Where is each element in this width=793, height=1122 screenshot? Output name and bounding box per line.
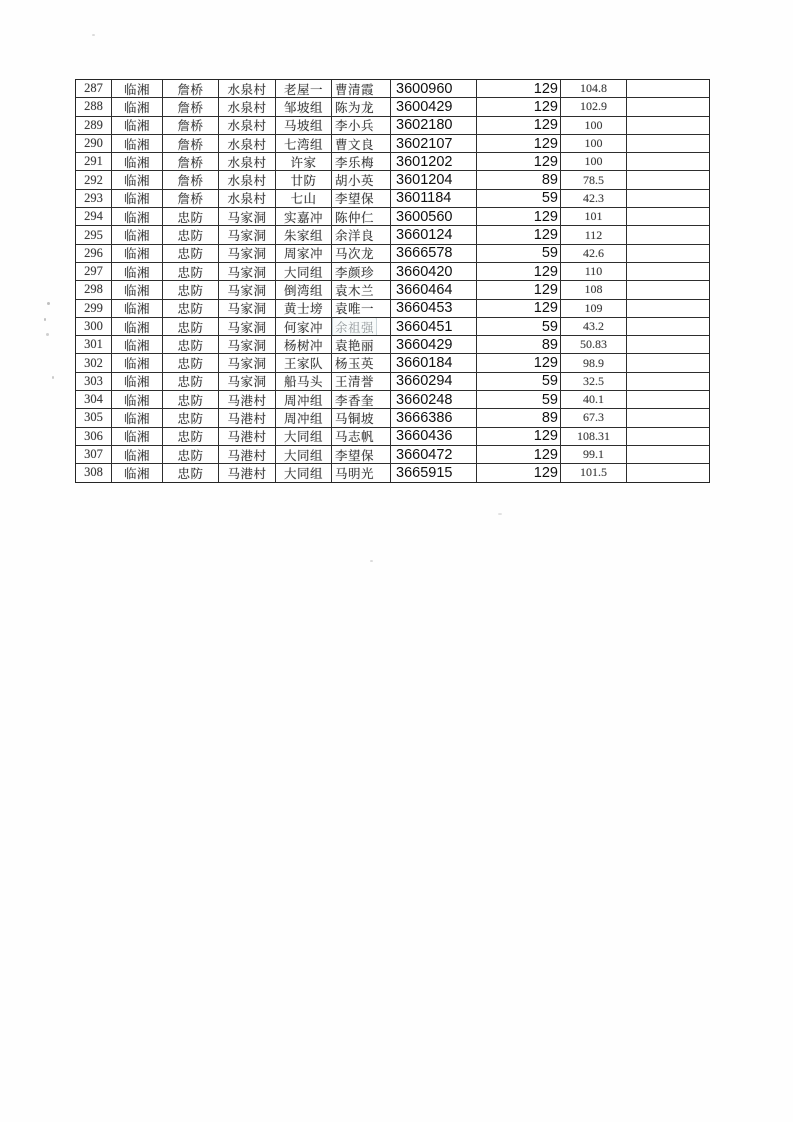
cell-county: 临湘 [112,354,163,371]
cell-empty [627,464,709,481]
cell-amount: 108.31 [561,428,627,445]
cell-empty [627,300,709,317]
cell-group: 邹坡组 [276,98,332,115]
cell-count: 129 [477,464,561,481]
cell-count: 129 [477,354,561,371]
cell-county: 临湘 [112,428,163,445]
cell-township: 忠防 [163,354,219,371]
cell-empty [627,391,709,408]
cell-empty [627,373,709,390]
cell-township: 忠防 [163,318,219,335]
cell-row-number: 306 [76,428,112,445]
cell-village: 马家洞 [219,373,276,390]
cell-county: 临湘 [112,336,163,353]
cell-township: 忠防 [163,373,219,390]
cell-id-number: 3660420 [391,263,477,280]
cell-empty [627,98,709,115]
cell-count: 129 [477,428,561,445]
table-row [76,354,709,372]
cell-row-number: 305 [76,409,112,426]
cell-group: 大同组 [276,263,332,280]
cell-person-name: 马志帆 [332,428,391,445]
cell-township: 詹桥 [163,80,219,97]
cell-id-number: 3660248 [391,391,477,408]
cell-township: 忠防 [163,300,219,317]
cell-group: 马坡组 [276,117,332,134]
cell-amount: 98.9 [561,354,627,371]
cell-amount: 100 [561,153,627,170]
cell-count: 89 [477,336,561,353]
cell-row-number: 300 [76,318,112,335]
cell-person-name: 陈为龙 [332,98,391,115]
cell-amount: 101.5 [561,464,627,481]
cell-count: 89 [477,409,561,426]
cell-count: 129 [477,281,561,298]
cell-village: 马港村 [219,391,276,408]
cell-amount: 99.1 [561,446,627,463]
cell-county: 临湘 [112,464,163,481]
cell-group: 老屋一 [276,80,332,97]
cell-county: 临湘 [112,409,163,426]
cell-person-name: 曹文良 [332,135,391,152]
cell-person-name: 马次龙 [332,245,391,262]
cell-empty [627,153,709,170]
cell-empty [627,190,709,207]
cell-village: 马港村 [219,464,276,481]
cell-empty [627,318,709,335]
cell-person-name: 袁木兰 [332,281,391,298]
table-row [76,98,709,116]
cell-township: 忠防 [163,391,219,408]
cell-county: 临湘 [112,446,163,463]
cell-id-number: 3666386 [391,409,477,426]
cell-group: 黄士塝 [276,300,332,317]
cell-row-number: 303 [76,373,112,390]
cell-person-name: 李颜珍 [332,263,391,280]
cell-county: 临湘 [112,98,163,115]
cell-county: 临湘 [112,263,163,280]
cell-empty [627,409,709,426]
cell-group: 大同组 [276,446,332,463]
cell-person-name: 李望保 [332,190,391,207]
cell-village: 马家洞 [219,318,276,335]
cell-row-number: 304 [76,391,112,408]
cell-village: 水泉村 [219,135,276,152]
cell-village: 马港村 [219,409,276,426]
table-row [76,373,709,391]
table-row [76,318,709,336]
cell-id-number: 3600560 [391,208,477,225]
cell-amount: 40.1 [561,391,627,408]
cell-village: 马家洞 [219,300,276,317]
cell-county: 临湘 [112,373,163,390]
cell-township: 詹桥 [163,171,219,188]
table-row [76,464,709,481]
table-row [76,300,709,318]
cell-row-number: 302 [76,354,112,371]
cell-row-number: 288 [76,98,112,115]
cell-township: 詹桥 [163,135,219,152]
table-row [76,190,709,208]
cell-empty [627,80,709,97]
data-table [75,79,710,483]
cell-count: 129 [477,208,561,225]
scan-speck [46,333,49,336]
cell-county: 临湘 [112,171,163,188]
cell-village: 马港村 [219,446,276,463]
scan-speck [370,560,373,562]
cell-person-name [332,318,391,335]
cell-count: 129 [477,135,561,152]
cell-row-number: 297 [76,263,112,280]
cell-village: 水泉村 [219,153,276,170]
cell-empty [627,281,709,298]
cell-count: 129 [477,153,561,170]
cell-empty [627,208,709,225]
cell-person-name: 马明光 [332,464,391,481]
cell-group: 王家队 [276,354,332,371]
cell-count: 129 [477,80,561,97]
cell-township: 忠防 [163,446,219,463]
cell-county: 临湘 [112,226,163,243]
cell-county: 临湘 [112,117,163,134]
cell-row-number: 289 [76,117,112,134]
cell-count: 129 [477,446,561,463]
table-row [76,171,709,189]
cell-count: 89 [477,171,561,188]
cell-empty [627,446,709,463]
cell-id-number: 3666578 [391,245,477,262]
cell-id-number: 3601184 [391,190,477,207]
table-row [76,208,709,226]
cell-id-number: 3660472 [391,446,477,463]
cell-township: 詹桥 [163,117,219,134]
cell-count: 59 [477,391,561,408]
cell-amount: 100 [561,117,627,134]
table-row [76,446,709,464]
cell-group: 朱家组 [276,226,332,243]
cell-id-number: 3660436 [391,428,477,445]
cell-village: 马家洞 [219,263,276,280]
cell-count: 59 [477,190,561,207]
cell-amount: 78.5 [561,171,627,188]
cell-amount: 50.83 [561,336,627,353]
cell-amount: 110 [561,263,627,280]
cell-id-number: 3600429 [391,98,477,115]
cell-person-name: 袁唯一 [332,300,391,317]
cell-person-name: 胡小英 [332,171,391,188]
cell-group: 大同组 [276,428,332,445]
table-row [76,153,709,171]
cell-group: 实嘉冲 [276,208,332,225]
cell-person-name: 王清誉 [332,373,391,390]
cell-village: 马家洞 [219,245,276,262]
cell-county: 临湘 [112,300,163,317]
cell-village: 马港村 [219,428,276,445]
cell-row-number: 296 [76,245,112,262]
cell-amount: 109 [561,300,627,317]
cell-count: 129 [477,300,561,317]
cell-county: 临湘 [112,245,163,262]
cell-group: 廿防 [276,171,332,188]
cell-person-name: 李香奎 [332,391,391,408]
cell-village: 马家洞 [219,281,276,298]
cell-township: 忠防 [163,263,219,280]
cell-empty [627,245,709,262]
cell-id-number: 3665915 [391,464,477,481]
cell-person-name: 李望保 [332,446,391,463]
cell-row-number: 287 [76,80,112,97]
table-row [76,226,709,244]
cell-row-number: 308 [76,464,112,481]
cell-village: 马家洞 [219,336,276,353]
table-row [76,117,709,135]
cell-amount: 32.5 [561,373,627,390]
cell-id-number: 3660429 [391,336,477,353]
cell-township: 詹桥 [163,98,219,115]
selected-name-box: 余祖强 [332,318,377,335]
cell-amount: 101 [561,208,627,225]
cell-village: 水泉村 [219,117,276,134]
cell-village: 水泉村 [219,171,276,188]
cell-count: 129 [477,263,561,280]
cell-person-name: 马铜坡 [332,409,391,426]
cell-amount: 108 [561,281,627,298]
cell-township: 忠防 [163,409,219,426]
cell-count: 59 [477,373,561,390]
cell-group: 许家 [276,153,332,170]
cell-empty [627,336,709,353]
cell-row-number: 301 [76,336,112,353]
cell-county: 临湘 [112,318,163,335]
cell-empty [627,354,709,371]
cell-township: 忠防 [163,281,219,298]
cell-row-number: 295 [76,226,112,243]
cell-empty [627,117,709,134]
cell-id-number: 3660294 [391,373,477,390]
cell-township: 詹桥 [163,190,219,207]
table-row [76,391,709,409]
scan-speck [47,302,50,305]
cell-person-name: 曹清霞 [332,80,391,97]
cell-count: 129 [477,117,561,134]
cell-county: 临湘 [112,135,163,152]
cell-township: 忠防 [163,226,219,243]
cell-county: 临湘 [112,153,163,170]
cell-amount: 42.6 [561,245,627,262]
cell-person-name: 袁艳丽 [332,336,391,353]
table-row [76,281,709,299]
cell-amount: 100 [561,135,627,152]
cell-village: 水泉村 [219,98,276,115]
cell-group: 周冲组 [276,409,332,426]
cell-group: 船马头 [276,373,332,390]
cell-county: 临湘 [112,208,163,225]
cell-count: 59 [477,245,561,262]
cell-village: 水泉村 [219,80,276,97]
scan-speck [92,34,95,36]
scan-speck [498,513,502,515]
cell-group: 周冲组 [276,391,332,408]
cell-township: 忠防 [163,245,219,262]
cell-id-number: 3660184 [391,354,477,371]
cell-person-name: 李乐梅 [332,153,391,170]
cell-empty [627,263,709,280]
cell-person-name: 余洋良 [332,226,391,243]
cell-amount: 43.2 [561,318,627,335]
table-row [76,245,709,263]
cell-county: 临湘 [112,190,163,207]
cell-empty [627,171,709,188]
cell-township: 忠防 [163,336,219,353]
cell-empty [627,226,709,243]
cell-row-number: 299 [76,300,112,317]
cell-amount: 67.3 [561,409,627,426]
cell-empty [627,428,709,445]
cell-township: 詹桥 [163,153,219,170]
cell-id-number: 3601202 [391,153,477,170]
cell-id-number: 3602107 [391,135,477,152]
cell-count: 129 [477,226,561,243]
cell-row-number: 291 [76,153,112,170]
cell-row-number: 307 [76,446,112,463]
scan-speck [44,318,46,321]
cell-id-number: 3660124 [391,226,477,243]
cell-person-name: 李小兵 [332,117,391,134]
cell-row-number: 290 [76,135,112,152]
cell-amount: 112 [561,226,627,243]
cell-group: 七湾组 [276,135,332,152]
table-row [76,336,709,354]
cell-group: 大同组 [276,464,332,481]
cell-township: 忠防 [163,208,219,225]
cell-id-number: 3660451 [391,318,477,335]
cell-id-number: 3602180 [391,117,477,134]
cell-township: 忠防 [163,428,219,445]
cell-group: 杨树冲 [276,336,332,353]
cell-row-number: 293 [76,190,112,207]
cell-count: 59 [477,318,561,335]
cell-amount: 102.9 [561,98,627,115]
cell-village: 水泉村 [219,190,276,207]
cell-township: 忠防 [163,464,219,481]
cell-count: 129 [477,98,561,115]
cell-amount: 104.8 [561,80,627,97]
table-row [76,409,709,427]
cell-county: 临湘 [112,391,163,408]
cell-id-number: 3600960 [391,80,477,97]
cell-id-number: 3660453 [391,300,477,317]
cell-person-name: 陈仲仁 [332,208,391,225]
cell-id-number: 3660464 [391,281,477,298]
cell-group: 七山 [276,190,332,207]
cell-row-number: 292 [76,171,112,188]
scan-speck [52,376,54,379]
cell-group: 周家冲 [276,245,332,262]
cell-row-number: 294 [76,208,112,225]
cell-village: 马家洞 [219,354,276,371]
table-row [76,428,709,446]
cell-row-number: 298 [76,281,112,298]
cell-person-name: 杨玉英 [332,354,391,371]
cell-group: 倒湾组 [276,281,332,298]
cell-empty [627,135,709,152]
table-row [76,80,709,98]
cell-village: 马家洞 [219,208,276,225]
cell-village: 马家洞 [219,226,276,243]
cell-county: 临湘 [112,281,163,298]
table-row [76,263,709,281]
cell-group: 何家冲 [276,318,332,335]
cell-county: 临湘 [112,80,163,97]
cell-amount: 42.3 [561,190,627,207]
table-row [76,135,709,153]
cell-id-number: 3601204 [391,171,477,188]
